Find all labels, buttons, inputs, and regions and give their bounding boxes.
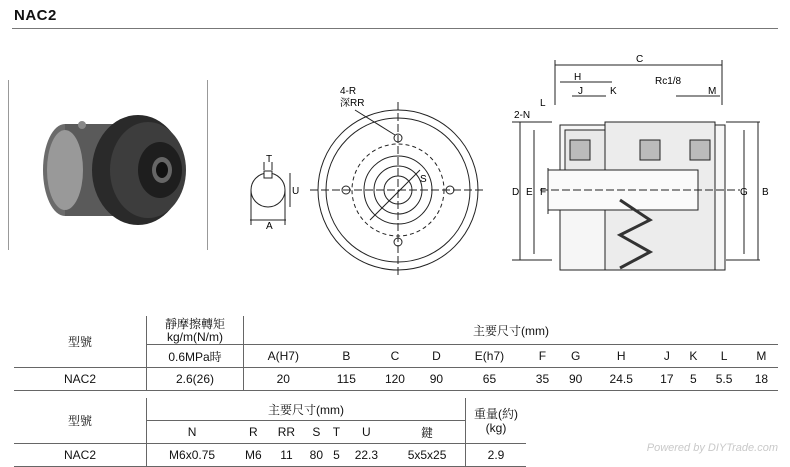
spec-table-secondary [14,398,526,467]
sec-b-label: B [762,187,769,198]
sec-c-label: C [636,54,644,65]
row-model: NAC2 [14,444,147,467]
sec-d-label: D [512,187,520,198]
cell: 17 [650,368,683,391]
sec-l-label: L [540,98,546,109]
sec-e-label: E [526,187,533,198]
cell: 24.5 [592,368,650,391]
sec-j-label: J [578,86,583,97]
col-header: J [650,345,683,368]
col-header: M [745,345,778,368]
face-s-label: S [420,174,427,185]
col-header: H [592,345,650,368]
technical-drawings [0,30,790,310]
col-header: R [237,421,269,444]
col-header: C [370,345,420,368]
row-torque: 2.6(26) [147,368,244,391]
torque-header-line2: kg/m(N/m) [167,330,223,344]
keyway-a-label: A [266,221,273,232]
cell: 90 [420,368,453,391]
table2-weight-header [466,398,527,444]
sec-g-label: G [740,187,748,198]
table2-dims-header: 主要尺寸(mm) [147,398,466,421]
cell: M6x0.75 [147,444,238,467]
section-view [512,60,760,270]
cell: 5 [683,368,703,391]
face-depth-label: 深RR [340,98,365,109]
cell: 80 [303,444,329,467]
title-rule [12,28,778,29]
table-row [14,444,526,467]
product-photo [8,80,208,250]
table2-model-header: 型號 [14,398,147,444]
col-header: E(h7) [453,345,526,368]
col-header: 鍵 [389,421,465,444]
col-header: A(H7) [244,345,323,368]
cell: 5 [329,444,343,467]
sec-h-label: H [574,72,582,83]
table1-torque-header [147,316,244,345]
col-header: N [147,421,238,444]
keyway-u-label: U [292,186,300,197]
cell: 35 [526,368,559,391]
spec-table-main [14,316,778,391]
cell: 90 [559,368,592,391]
cell: 5x5x25 [389,444,465,467]
col-header: S [303,421,329,444]
table-row [14,368,778,391]
front-view [310,102,486,278]
cell: 5.5 [703,368,744,391]
col-header: T [329,421,343,444]
cell: 11 [270,444,304,467]
col-header: RR [270,421,304,444]
col-header: L [703,345,744,368]
cell: 22.3 [344,444,389,467]
table1-dims-header: 主要尺寸(mm) [244,316,779,345]
torque-header-line1: 靜摩擦轉矩 [164,317,225,331]
col-header: U [344,421,389,444]
table1-model-header: 型號 [14,316,147,368]
keyway-t-label: T [266,154,273,165]
watermark: Powered by DIYTrade.com [646,442,778,454]
page-title: NAC2 [14,7,57,24]
col-header: F [526,345,559,368]
row-weight: 2.9 [466,444,527,467]
sec-f-label: F [540,187,547,198]
row-model: NAC2 [14,368,147,391]
sec-m-label: M [708,86,717,97]
col-header: D [420,345,453,368]
cell: 18 [745,368,778,391]
cell: 115 [323,368,371,391]
torque-subheader: 0.6MPa時 [147,345,244,368]
weight-header-line2: (kg) [485,420,507,435]
cell: 120 [370,368,420,391]
sec-rc-label: Rc1/8 [655,76,682,87]
sec-2n-label: 2-N [514,110,531,121]
cell: 20 [244,368,323,391]
col-header: K [683,345,703,368]
cell: M6 [237,444,269,467]
weight-header-line1: 重量(約) [474,406,518,421]
cell: 65 [453,368,526,391]
face-4r-label: 4-R [340,86,357,97]
col-header: B [323,345,371,368]
keyway-detail [250,162,290,225]
sec-k-label: K [610,86,617,97]
col-header: G [559,345,592,368]
